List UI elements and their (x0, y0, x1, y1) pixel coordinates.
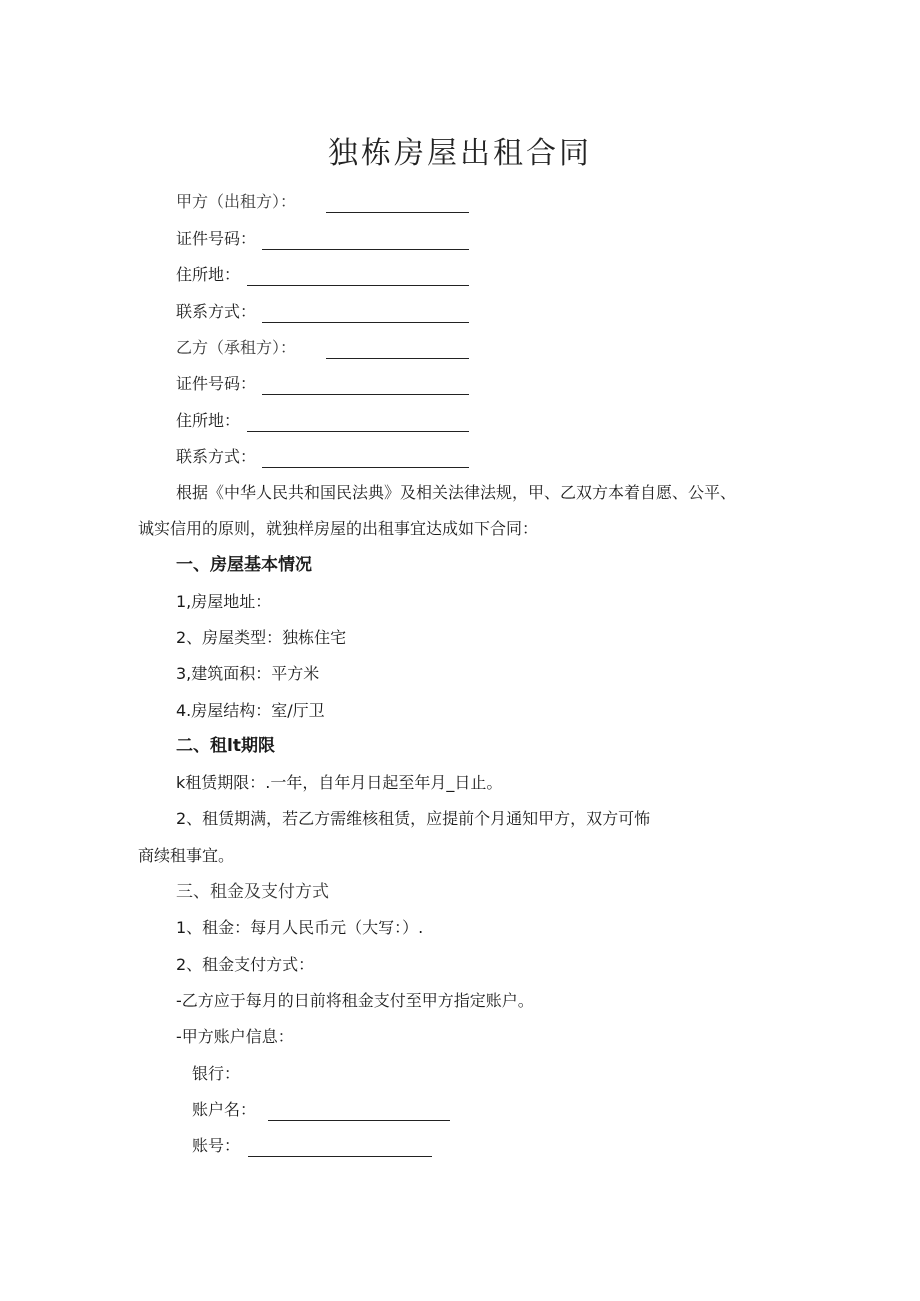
party-b-id-label: 证件号码： (176, 374, 257, 393)
section-2-item: k租赁期限：.一年，自年月日起至年月_日止。 (176, 773, 503, 792)
party-a-name-blank[interactable] (326, 212, 469, 213)
party-b-address-blank[interactable] (247, 431, 469, 432)
section-2-item: 商续租事宜。 (138, 846, 235, 865)
account-number-label: 账号： (192, 1136, 241, 1155)
party-b-id-blank[interactable] (262, 394, 469, 395)
section-3-item: -甲方账户信息： (176, 1027, 294, 1046)
section-2-item: 2、租赁期满，若乙方需维核租赁，应提前个月通知甲方，双方可怖 (176, 809, 651, 828)
party-a-contact-label: 联系方式： (176, 302, 257, 321)
account-name-label: 账户名： (192, 1100, 257, 1119)
section-3-item: -乙方应于每月的日前将租金支付至甲方指定账户。 (176, 991, 534, 1010)
account-name-blank[interactable] (268, 1120, 450, 1121)
section-3-heading: 三、租金及支付方式 (176, 882, 329, 902)
party-a-address-label: 住所地： (176, 265, 241, 284)
party-a-contact-blank[interactable] (262, 322, 469, 323)
section-1-item: 1,房屋地址： (176, 592, 272, 611)
intro-line-1: 根据《中华人民共和国民法典》及相关法律法规，甲、乙双方本着自愿、公平、 (176, 483, 737, 502)
contract-title: 独栋房屋出租合同 (328, 136, 592, 171)
party-b-address-label: 住所地： (176, 411, 241, 430)
party-a-address-blank[interactable] (247, 285, 469, 286)
account-number-blank[interactable] (248, 1156, 432, 1157)
party-b-heading: 乙方（承租方）： (176, 338, 297, 357)
section-1-item: 2、房屋类型：独栋住宅 (176, 628, 347, 647)
section-1-heading: 一、房屋基本情况 (176, 555, 312, 575)
section-3-item: 2、租金支付方式： (176, 955, 315, 974)
intro-line-2: 诚实信用的原则，就独样房屋的出租事宜达成如下合同： (138, 519, 539, 538)
section-3-item: 1、租金：每月人民币元（大写：）. (176, 918, 424, 937)
section-1-item: 3,建筑面积：平方米 (176, 664, 320, 683)
party-b-name-blank[interactable] (326, 358, 469, 359)
party-a-id-label: 证件号码： (176, 229, 257, 248)
party-a-heading: 甲方（出租方）： (176, 192, 297, 211)
party-a-id-blank[interactable] (262, 249, 469, 250)
bank-label: 银行： (192, 1064, 241, 1083)
party-b-contact-label: 联系方式： (176, 447, 257, 466)
section-1-item: 4.房屋结构：室/厅卫 (176, 701, 325, 720)
party-b-contact-blank[interactable] (262, 467, 469, 468)
section-2-heading: 二、租lt期限 (176, 736, 275, 756)
